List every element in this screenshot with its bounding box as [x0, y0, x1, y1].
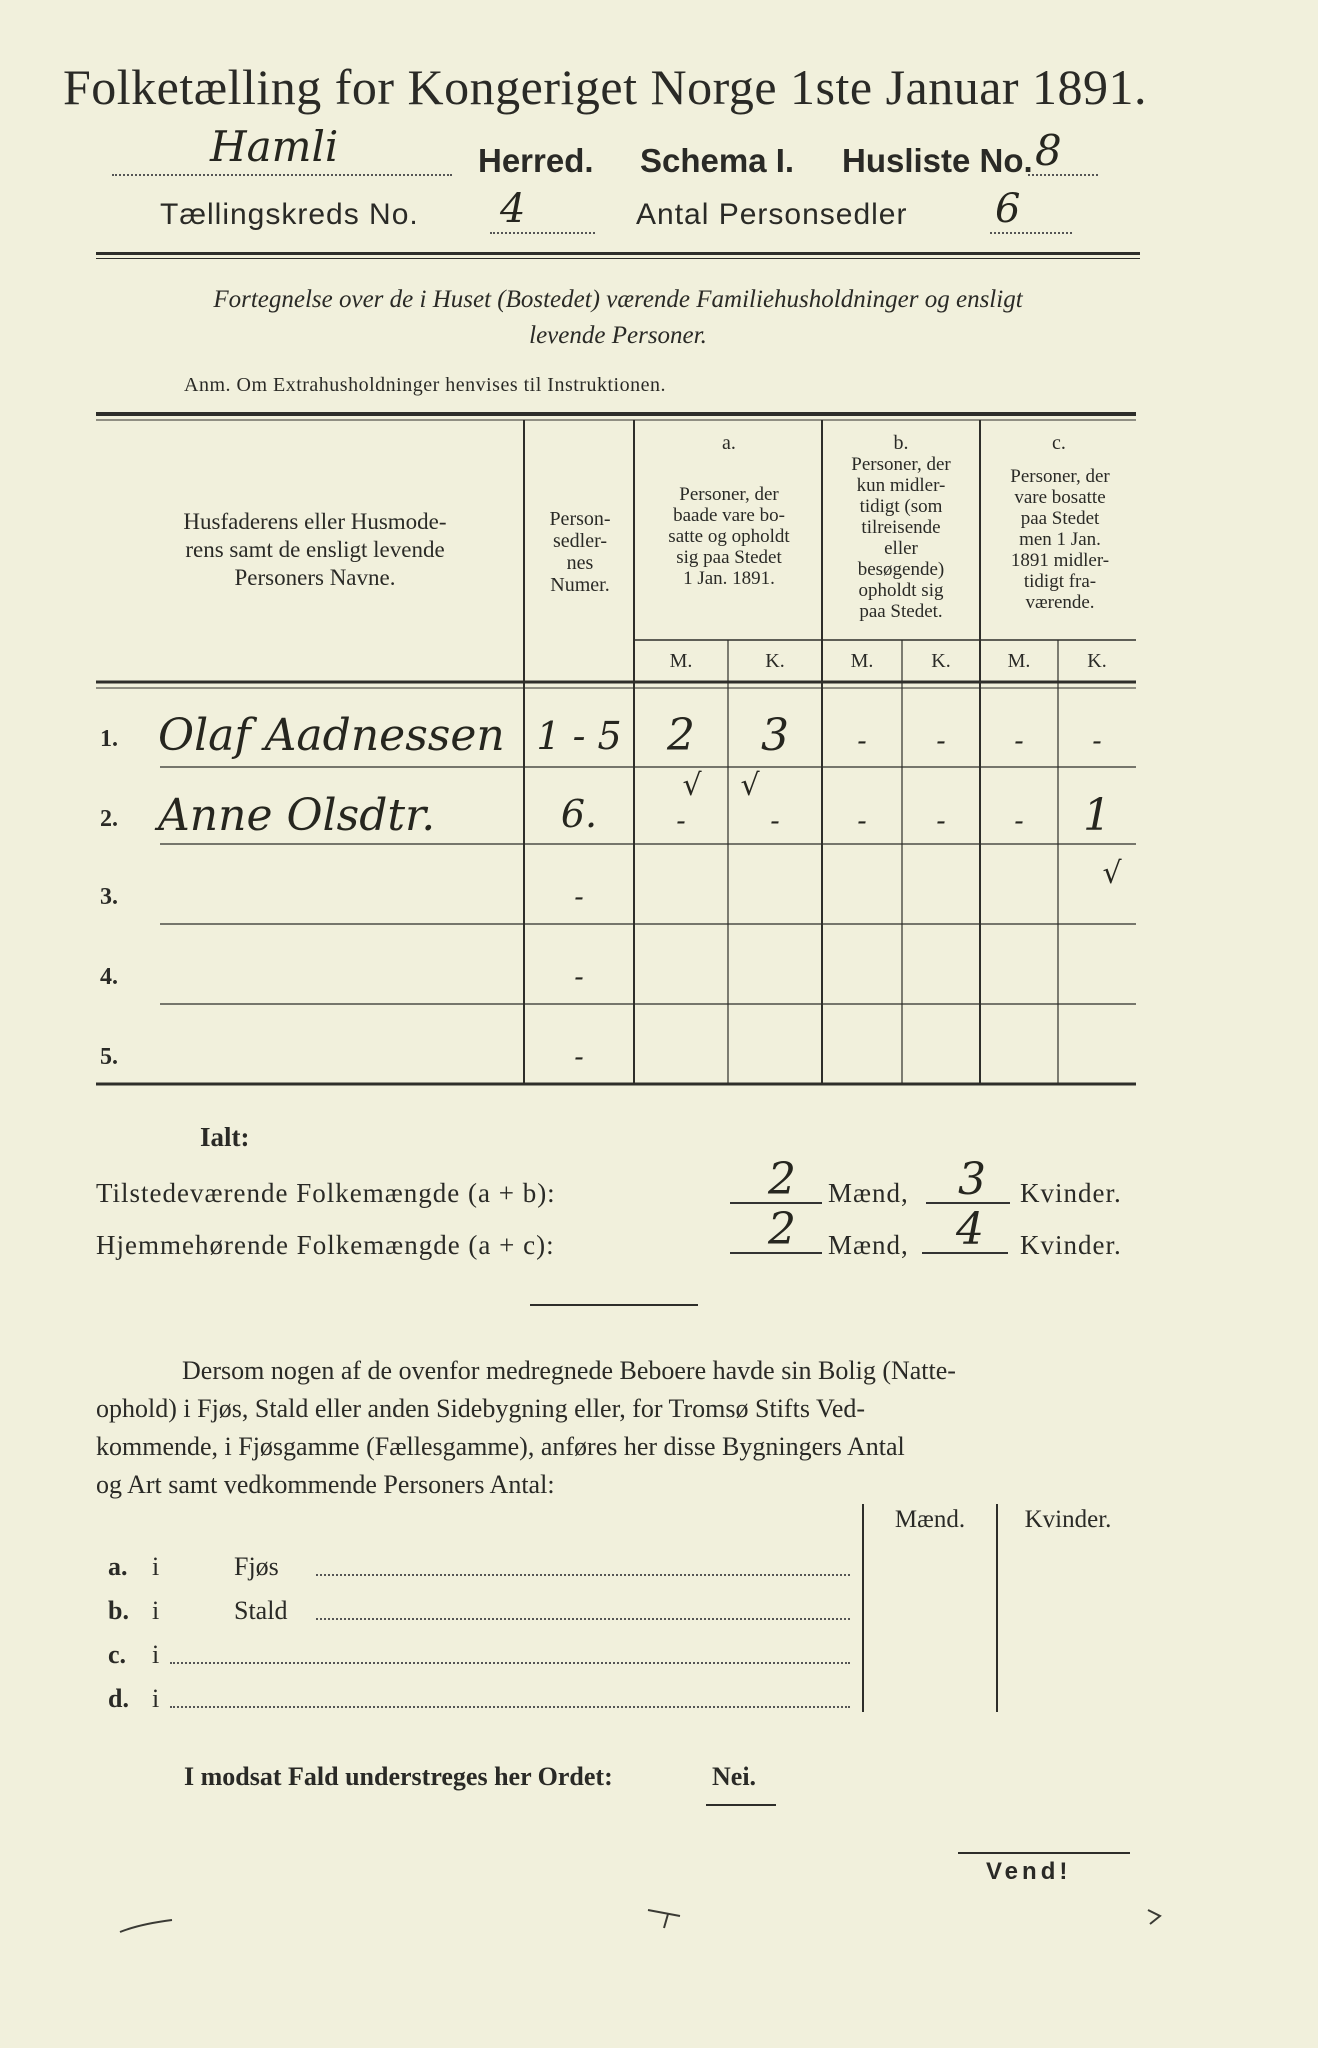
vend-label: Vend! — [986, 1858, 1072, 1885]
group-c-line5: 1891 midler- — [1010, 550, 1110, 571]
row-3-c-k-tick: √ — [1102, 856, 1122, 891]
buildings-divider-1 — [862, 1504, 864, 1712]
group-b-line4: tilreisende — [861, 517, 941, 538]
modsat-word: Nei. — [712, 1762, 757, 1791]
item-c-dots — [170, 1662, 850, 1664]
group-b-line7: opholdt sig — [858, 580, 944, 601]
intro-line1: Fortegnelse over de i Huset (Bostedet) værende Familiehusholdninger og ensligt — [213, 286, 1023, 313]
item-c-i: i — [152, 1640, 160, 1669]
b-k-label: K. — [931, 650, 951, 672]
row-1-number: 1. — [100, 726, 118, 752]
row-2-b-m: - — [857, 804, 867, 837]
row-2-a-m-tick: √ — [682, 768, 702, 803]
item-b-letter: b. — [108, 1596, 129, 1625]
group-c-letter: c. — [1052, 432, 1066, 454]
col-names-header — [110, 508, 520, 592]
personsedler-value: 6 — [995, 186, 1021, 232]
group-c-line3: paa Stedet — [1020, 508, 1100, 529]
modsat-underline — [706, 1804, 776, 1806]
row-4-numer: - — [574, 960, 584, 993]
tilstede-maend: 2 — [768, 1154, 796, 1205]
row-5-numer: - — [574, 1040, 584, 1073]
group-a-text — [636, 484, 822, 589]
group-b-line1: Personer, der — [851, 454, 951, 475]
item-a-label: Fjøs — [234, 1552, 279, 1581]
row-5-number: 5. — [100, 1044, 118, 1070]
buildings-col-kvinder: Kvinder. — [1024, 1506, 1112, 1533]
b-m-label: M. — [850, 650, 874, 672]
kreds-label: Tællingskreds No. — [160, 198, 419, 231]
row-1-c-k: - — [1092, 724, 1102, 757]
item-b-dots — [316, 1618, 850, 1620]
group-c-line6: tidigt fra- — [1023, 571, 1097, 592]
hjemme-kvinder-label: Kvinder. — [1020, 1230, 1122, 1260]
item-d-i: i — [152, 1684, 160, 1713]
group-b-line3: tidigt (som — [859, 496, 943, 517]
col-numer-header-line1: Person- — [549, 508, 611, 530]
tilstede-label: Tilstedeværende Folkemængde (a + b): — [96, 1178, 556, 1208]
hjemme-kvinder: 4 — [956, 1204, 984, 1255]
group-b-text — [822, 454, 980, 622]
group-c-text — [980, 466, 1140, 613]
row-2-a-k-tick: √ — [740, 768, 760, 803]
row-1-name: Olaf Aadnessen — [158, 710, 505, 761]
item-d-letter: d. — [108, 1684, 129, 1713]
hjemme-maend: 2 — [768, 1204, 796, 1255]
hjemme-maend-label: Mænd, — [828, 1230, 909, 1260]
row-3-number: 3. — [100, 884, 118, 910]
husliste-label: Husliste No. — [842, 142, 1033, 179]
row-1-a-k: 3 — [761, 710, 789, 761]
buildings-divider-2 — [996, 1504, 998, 1712]
row-3-numer: - — [574, 880, 584, 913]
col-names-header-line2: rens samt de ensligt levende — [185, 537, 445, 562]
col-names-header-line1: Husfaderens eller Husmode- — [183, 509, 447, 534]
row-1-b-m: - — [857, 724, 867, 757]
group-a-line1: Personer, der — [679, 484, 779, 505]
row-2-c-m: - — [1014, 804, 1024, 837]
row-2-numer: 6. — [560, 792, 598, 836]
para-line4: og Art samt vedkommende Personers Antal: — [96, 1470, 555, 1499]
col-numer-header-line4: Numer. — [550, 574, 610, 596]
group-a-line2: baade vare bo- — [673, 505, 785, 526]
c-m-label: M. — [1007, 650, 1031, 672]
row-4-number: 4. — [100, 964, 118, 990]
c-k-label: K. — [1087, 650, 1107, 672]
row-1-c-m: - — [1014, 724, 1024, 757]
row-2-number: 2. — [100, 806, 118, 832]
col-numer-header — [530, 508, 630, 596]
row-1-numer: 1 - 5 — [536, 714, 622, 758]
group-c-line4: men 1 Jan. — [1019, 529, 1101, 550]
para-line2: ophold) i Fjøs, Stald eller anden Sidebygning eller, for Tromsø Stifts Ved- — [96, 1394, 866, 1423]
buildings-col-maend: Mænd. — [894, 1506, 966, 1533]
col-names-header-line3: Personers Navne. — [234, 565, 396, 590]
item-b-label: Stald — [234, 1596, 288, 1625]
tilstede-kvinder-label: Kvinder. — [1020, 1178, 1122, 1208]
col-numer-header-line2: sedler- — [552, 530, 607, 552]
row-2-b-k: - — [936, 804, 946, 837]
modsat-label: I modsat Fald understreges her Ordet: — [184, 1762, 613, 1791]
group-a-line4: sig paa Stedet — [676, 547, 782, 568]
para-line3: kommende, i Fjøsgamme (Fællesgamme), anføres her disse Bygningers Antal — [96, 1432, 905, 1461]
hjemme-label: Hjemmehørende Folkemængde (a + c): — [96, 1230, 555, 1260]
row-1-a-m: 2 — [667, 710, 695, 761]
item-a-dots — [316, 1574, 850, 1576]
row-1-b-k: - — [936, 724, 946, 757]
row-2-name: Anne Olsdtr. — [158, 790, 436, 841]
a-k-label: K. — [765, 650, 785, 672]
vend-rule — [958, 1852, 1130, 1854]
separator-rule — [530, 1304, 698, 1306]
group-b-line6: besøgende) — [857, 559, 945, 580]
herred-value: Hamli — [210, 122, 339, 171]
group-b-line8: paa Stedet. — [859, 601, 943, 622]
personsedler-label: Antal Personsedler — [636, 198, 908, 231]
group-a-line5: 1 Jan. 1891. — [683, 568, 775, 589]
para-line1: Dersom nogen af de ovenfor medregnede Beboere havde sin Bolig (Natte- — [182, 1356, 956, 1385]
form-title: Folketælling for Kongeriget Norge 1ste Januar 1891. — [62, 59, 1148, 115]
item-d-dots — [170, 1706, 850, 1708]
row-2-a-k: - — [770, 804, 780, 837]
item-a-letter: a. — [108, 1552, 128, 1581]
ialt-label: Ialt: — [200, 1122, 250, 1152]
group-b-line2: kun midler- — [856, 475, 946, 496]
stray-pen-marks — [0, 1880, 1318, 1960]
anm-note: Anm. Om Extrahusholdninger henvises til Instruktionen. — [184, 374, 666, 396]
group-c-line7: værende. — [1025, 592, 1095, 613]
col-numer-header-line3: nes — [566, 552, 594, 574]
schema-label: Schema I. — [640, 142, 795, 179]
group-c-line2: vare bosatte — [1014, 487, 1106, 508]
tilstede-maend-label: Mænd, — [828, 1178, 909, 1208]
tilstede-kvinder: 3 — [958, 1154, 986, 1205]
a-m-label: M. — [669, 650, 693, 672]
kreds-value: 4 — [500, 186, 526, 232]
item-c-letter: c. — [108, 1640, 127, 1669]
intro-line2: levende Personer. — [529, 322, 707, 349]
group-b-letter: b. — [893, 432, 909, 454]
item-b-i: i — [152, 1596, 160, 1625]
row-2-c-k: 1 — [1083, 790, 1111, 841]
group-b-line5: eller — [884, 538, 918, 559]
group-a-line3: satte og opholdt — [668, 526, 790, 547]
group-a-letter: a. — [722, 432, 736, 454]
row-2-a-m: - — [676, 804, 686, 837]
buildings-paragraph — [96, 1352, 1136, 1504]
group-c-line1: Personer, der — [1010, 466, 1110, 487]
husliste-value: 8 — [1035, 126, 1062, 175]
herred-label: Herred. — [478, 142, 594, 179]
item-a-i: i — [152, 1552, 160, 1581]
